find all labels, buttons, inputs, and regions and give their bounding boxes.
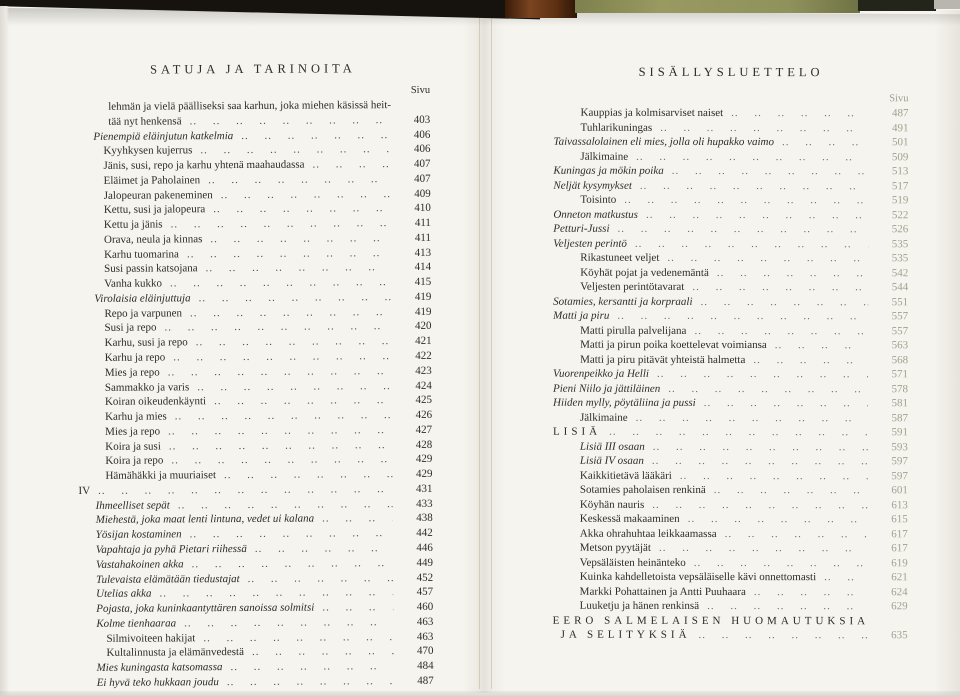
- dot-leader: [196, 334, 392, 350]
- dot-leader: [694, 323, 868, 338]
- toc-entry-title: Matti pirulla palvelijana: [580, 324, 687, 337]
- toc-entry-title: Markki Pohattainen ja Antti Puuhaara: [579, 585, 746, 598]
- toc-row: [553, 483, 908, 498]
- toc-row: [553, 265, 908, 280]
- dot-leader: [175, 408, 392, 424]
- toc-entry-title: Neljät kysymykset: [553, 179, 632, 192]
- toc-row: [553, 207, 908, 222]
- toc-entry-title: Susi passin katsojana: [104, 262, 198, 276]
- toc-entry-page-number: 407: [413, 157, 431, 171]
- toc-entry-page-number: 513: [891, 165, 909, 178]
- dot-leader: [203, 630, 393, 646]
- toc-entry-title: Karhu ja repo: [104, 351, 166, 364]
- dot-leader: [824, 570, 868, 585]
- left-page-header: SATUJA JA TARINOITA: [150, 61, 356, 77]
- toc-entry-page-number: 551: [891, 295, 909, 308]
- toc-row: [553, 280, 908, 295]
- toc-entry-page-number: 426: [415, 408, 433, 422]
- toc-entry-page-number: 413: [414, 246, 432, 259]
- toc-entry-title: Matti ja piru pitävät yhteistä halmetta: [580, 353, 746, 366]
- page-bottom-edge-shading: [0, 691, 960, 697]
- toc-entry-page-number: 427: [415, 423, 433, 436]
- dot-leader: [731, 106, 868, 121]
- toc-row: [553, 628, 908, 643]
- dot-leader: [636, 410, 868, 425]
- toc-entry-page-number: 457: [416, 586, 434, 599]
- toc-entry-title: lehmän ja vielä päälliseksi saa karhun, joka miehen käsissä heit-: [108, 99, 392, 113]
- toc-entry-page-number: 617: [891, 542, 908, 555]
- toc-entry-page-number: 578: [891, 382, 909, 395]
- toc-entry-title: Ei hyvä teko hukkaan joudu: [96, 676, 219, 689]
- toc-entry-title: Karhu ja mies: [105, 410, 167, 423]
- toc-entry-page-number: 470: [416, 645, 434, 658]
- toc-entry-page-number: 452: [416, 571, 434, 584]
- dot-leader: [255, 541, 393, 557]
- toc-entry-page-number: 597: [891, 469, 908, 482]
- toc-entry-title: Luuketju ja hänen renkinsä: [579, 599, 700, 612]
- toc-entry-title: Vepsäläisten heinänteko: [579, 556, 686, 569]
- toc-entry-page-number: 601: [891, 484, 908, 497]
- dot-leader: [624, 193, 868, 208]
- toc-entry-page-number: 544: [891, 281, 909, 294]
- dot-leader: [672, 164, 869, 179]
- dot-leader: [210, 231, 391, 247]
- dot-leader: [659, 541, 868, 556]
- toc-entry-title: Eläimet ja Paholainen: [103, 174, 201, 187]
- toc-row: [553, 396, 908, 411]
- dot-leader: [164, 320, 391, 336]
- toc-entry-title: Koiran oikeudenkäynti: [104, 395, 207, 409]
- toc-entry-title: Keskessä makaaminen: [579, 512, 680, 525]
- dot-leader: [782, 135, 869, 150]
- toc-entry-title: Sammakko ja varis: [104, 380, 190, 394]
- dot-leader: [171, 216, 391, 232]
- toc-row: [554, 106, 909, 121]
- toc-row: [553, 338, 908, 353]
- dot-leader: [170, 275, 391, 291]
- dot-leader: [241, 128, 390, 144]
- toc-entry-title: Sotamies paholaisen renkinä: [579, 483, 706, 496]
- toc-entry-title: Vuorenpeikko ja Helli: [553, 367, 649, 380]
- toc-right: [553, 106, 909, 643]
- toc-entry-page-number: 487: [892, 107, 909, 120]
- dot-leader: [694, 555, 868, 570]
- dot-leader: [190, 113, 391, 129]
- toc-entry-page-number: 535: [891, 252, 909, 265]
- dot-leader: [200, 142, 390, 158]
- toc-entry-title: Kettu, susi ja jalopeura: [103, 203, 206, 217]
- toc-entry-title: Vapahtaja ja pyhä Pietari riihessä: [95, 542, 247, 556]
- dot-leader: [657, 367, 868, 382]
- toc-entry-title: Karhu, susi ja repo: [104, 336, 188, 350]
- dot-leader: [322, 512, 393, 527]
- toc-entry-page-number: 613: [891, 498, 908, 511]
- dot-leader: [187, 246, 391, 262]
- toc-entry-title: Yösijan kostaminen: [95, 528, 182, 542]
- dot-leader: [312, 157, 390, 172]
- toc-entry-title: Karhu tuomarina: [104, 248, 179, 261]
- dot-leader: [668, 381, 868, 396]
- toc-entry-page-number: 463: [416, 630, 434, 643]
- dot-leader: [714, 483, 868, 498]
- toc-entry-title: Kauppias ja kolmisarviset naiset: [580, 106, 724, 119]
- toc-row: [553, 222, 908, 237]
- dot-leader: [224, 467, 393, 483]
- toc-entry-title: Kultalinnusta ja elämänvedestä: [106, 646, 244, 660]
- toc-row: [80, 674, 434, 691]
- toc-entry-title: Kolme tienhaaraa: [96, 617, 177, 630]
- toc-entry-title: Köyhät pojat ja vedenemäntä: [580, 266, 709, 279]
- toc-entry-page-number: 629: [891, 600, 908, 613]
- toc-entry-title: Kyyhkysen kujerrus: [103, 144, 193, 158]
- dot-leader: [168, 364, 392, 380]
- dot-leader: [169, 438, 392, 454]
- dot-leader: [646, 207, 868, 222]
- toc-entry-page-number: 442: [416, 527, 433, 540]
- book-gutter: [462, 16, 506, 693]
- toc-entry-title: Silmivoiteen hakijat: [106, 631, 196, 645]
- toc-entry-title: Miehestä, joka maat lenti lintuna, vedet ui kalana: [95, 512, 315, 527]
- toc-entry-page-number: 411: [414, 216, 431, 230]
- toc-entry-title: Utelias akka: [96, 587, 152, 601]
- dot-leader: [213, 201, 391, 217]
- toc-entry-page-number: 484: [417, 659, 434, 673]
- toc-entry-title: Veljesten perintötavarat: [580, 280, 685, 293]
- toc-row: [553, 135, 908, 150]
- toc-entry-title: Veljesten perintö: [553, 237, 627, 250]
- dot-leader: [227, 674, 394, 690]
- dot-leader: [190, 526, 393, 542]
- toc-entry-page-number: 407: [414, 172, 431, 185]
- toc-entry-title: Koira ja repo: [105, 454, 164, 468]
- toc-entry-page-number: 517: [891, 179, 909, 192]
- toc-entry-page-number: 411: [414, 231, 432, 244]
- toc-row: [553, 526, 908, 541]
- toc-row: [553, 381, 908, 396]
- toc-entry-page-number: 487: [417, 674, 434, 687]
- gutter-crease-line: [479, 16, 480, 689]
- toc-row: [553, 599, 908, 614]
- dot-leader: [753, 353, 868, 368]
- dot-leader: [171, 452, 392, 468]
- dot-leader: [692, 280, 868, 295]
- toc-entry-page-number: 621: [891, 571, 908, 584]
- toc-entry-title: Petturi-Jussi: [553, 222, 610, 235]
- toc-entry-title: LISIÄ: [552, 425, 602, 438]
- toc-entry-page-number: 542: [891, 266, 909, 279]
- toc-entry-page-number: 410: [414, 202, 431, 215]
- toc-entry-title: Hämähäkki ja muuriaiset: [105, 469, 217, 482]
- dot-leader: [192, 556, 393, 572]
- page-right-edge-shading: [934, 10, 960, 697]
- left-page: [8, 10, 476, 697]
- toc-entry-title: IV: [78, 484, 91, 497]
- toc-entry-title: Pieni Niilo ja jättiläinen: [553, 382, 661, 395]
- toc-entry-page-number: 438: [416, 512, 433, 525]
- dot-leader: [660, 120, 868, 135]
- toc-entry-title: Jälkimaine: [580, 150, 629, 163]
- toc-entry-title: EERO SALMELAISEN HUOMAUTUKSIA: [552, 614, 870, 627]
- dot-leader: [754, 585, 868, 600]
- gutter-crease-line: [491, 16, 492, 689]
- toc-entry-page-number: 501: [891, 136, 909, 149]
- dot-leader: [252, 644, 394, 660]
- toc-entry-page-number: 415: [414, 276, 432, 289]
- toc-entry-title: Rikastuneet veljet: [580, 251, 660, 264]
- toc-entry-page-number: 535: [891, 237, 909, 250]
- toc-entry-title: Köyhän nauris: [579, 498, 645, 511]
- toc-entry-title: Pienempiä eläinjutun katkelmia: [93, 129, 234, 143]
- toc-entry-page-number: 419: [414, 305, 432, 318]
- toc-entry-page-number: 406: [413, 143, 431, 156]
- toc-row: [553, 323, 908, 338]
- toc-entry-title: Akka ohrahuhtaa leikkaamassa: [579, 527, 717, 540]
- dot-leader: [248, 571, 393, 587]
- toc-left: [76, 98, 434, 691]
- toc-entry-title: Tuhlarikuningas: [580, 121, 653, 134]
- dot-leader: [230, 659, 393, 675]
- toc-row: [553, 236, 908, 251]
- dot-leader: [680, 468, 868, 483]
- toc-entry-page-number: 460: [416, 600, 434, 613]
- toc-entry-page-number: 403: [413, 113, 431, 126]
- toc-entry-page-number: 624: [891, 585, 908, 598]
- toc-entry-page-number: 420: [414, 320, 432, 333]
- toc-entry-page-number: 428: [415, 438, 433, 451]
- dot-leader: [636, 149, 868, 164]
- toc-row: [553, 164, 908, 179]
- dot-leader: [699, 628, 868, 643]
- background-light-corner: [934, 0, 960, 9]
- toc-row: [553, 193, 908, 208]
- toc-entry-page-number: 519: [891, 194, 909, 207]
- toc-entry-title: Mies kuningasta katsomassa: [96, 661, 223, 674]
- toc-entry-page-number: 463: [416, 615, 434, 628]
- toc-entry-title: Mies ja repo: [105, 425, 161, 438]
- toc-entry-title: Jälkimaine: [579, 411, 628, 424]
- toc-entry-title: Vastahakoinen akka: [95, 558, 184, 571]
- toc-entry-page-number: 425: [415, 394, 433, 407]
- toc-entry-title: Orava, neula ja kinnas: [103, 233, 203, 246]
- toc-entry-title: Hiiden mylly, pöytäliina ja pussi: [552, 396, 696, 409]
- toc-entry-page-number: 433: [416, 497, 433, 510]
- toc-entry-page-number: 424: [415, 379, 432, 392]
- toc-entry-title: Ihmeelliset sepät: [95, 499, 170, 512]
- toc-entry-page-number: 423: [415, 364, 432, 377]
- dot-leader: [775, 338, 868, 353]
- toc-entry-page-number: 615: [891, 513, 908, 526]
- toc-entry-title: Susi ja repo: [104, 322, 157, 335]
- dot-leader: [635, 236, 868, 251]
- toc-entry-title: Metson pyytäjät: [579, 541, 651, 554]
- toc-entry-title: Jänis, susi, repo ja karhu yhtenä maahaudassa: [103, 158, 305, 172]
- toc-entry-page-number: 446: [416, 541, 433, 554]
- toc-entry-title: JA SELITYKSIÄ: [560, 628, 691, 641]
- toc-entry-page-number: 581: [891, 397, 909, 410]
- toc-entry-title: Matti ja piru: [553, 309, 610, 322]
- dot-leader: [173, 349, 392, 365]
- dot-leader: [701, 294, 869, 309]
- toc-row: [553, 468, 908, 483]
- dot-leader: [206, 261, 392, 277]
- toc-entry-title: Tulevaista elämätään tiedustajat: [96, 572, 240, 586]
- page-left-edge-shading: [0, 6, 9, 697]
- toc-entry-page-number: 619: [891, 556, 908, 569]
- toc-entry-page-number: 431: [415, 482, 433, 495]
- toc-row: [553, 149, 908, 164]
- dot-leader: [214, 393, 392, 409]
- toc-entry-title: Kuinka kahdelletoista vepsäläiselle kävi onnettomasti: [579, 570, 817, 584]
- toc-row: [553, 570, 908, 585]
- toc-entry-title: Onneton matkustus: [553, 208, 638, 221]
- toc-row: [553, 352, 908, 367]
- dot-leader: [653, 439, 868, 454]
- toc-row: [553, 613, 908, 628]
- toc-row: [553, 251, 908, 266]
- right-page: [496, 10, 960, 697]
- toc-entry-page-number: 509: [891, 150, 909, 163]
- right-page-header: SISÄLLYSLUETTELO: [638, 64, 824, 80]
- toc-entry-page-number: 419: [414, 290, 432, 303]
- toc-entry-page-number: 571: [891, 368, 909, 381]
- toc-entry-page-number: 422: [415, 349, 432, 362]
- dot-leader: [168, 423, 392, 439]
- toc-entry-page-number: 597: [891, 455, 908, 468]
- toc-entry-title: Lisiä IV osaan: [579, 454, 644, 467]
- toc-entry-page-number: 591: [891, 426, 908, 439]
- dot-leader: [707, 599, 868, 614]
- toc-entry-title: Taivassalolainen eli mies, jolla oli hupakko vaimo: [553, 135, 774, 149]
- toc-entry-title: Koira ja susi: [105, 440, 161, 453]
- toc-entry-page-number: 491: [891, 121, 909, 134]
- toc-entry-page-number: 617: [891, 527, 908, 540]
- toc-entry-title: Vanha kukko: [104, 277, 163, 291]
- toc-entry-page-number: 593: [891, 440, 908, 453]
- toc-row: [553, 555, 908, 570]
- dot-leader: [618, 222, 869, 237]
- toc-entry-page-number: 449: [416, 556, 433, 569]
- dot-leader: [617, 309, 868, 324]
- toc-entry-title: Kuningas ja mökin poika: [553, 164, 664, 177]
- toc-entry-page-number: 587: [891, 411, 908, 424]
- toc-entry-page-number: 421: [415, 335, 432, 348]
- toc-row: [553, 367, 908, 382]
- dot-leader: [221, 187, 391, 203]
- toc-entry-page-number: 409: [414, 187, 431, 200]
- dot-leader: [667, 251, 868, 266]
- toc-row: [553, 178, 908, 193]
- toc-entry-page-number: 406: [413, 128, 431, 141]
- dot-leader: [190, 305, 391, 321]
- toc-entry-page-number: 429: [415, 467, 433, 481]
- toc-entry-page-number: 635: [891, 629, 908, 642]
- toc-entry-page-number: 568: [891, 353, 909, 366]
- dot-leader: [704, 396, 868, 411]
- toc-entry-page-number: 414: [414, 261, 432, 274]
- toc-row: [553, 497, 908, 512]
- toc-row: [553, 410, 908, 425]
- toc-entry-page-number: 526: [891, 223, 909, 236]
- toc-entry-title: Virolaisia eläinjuttuja: [94, 292, 191, 305]
- toc-entry-title: Mies ja repo: [104, 366, 160, 379]
- toc-row: [553, 309, 908, 324]
- dot-leader: [178, 497, 393, 513]
- toc-entry-title: Pojasta, joka kuninkaantyttären sanoissa solmitsi: [96, 601, 315, 615]
- dot-leader: [640, 178, 869, 193]
- toc-row: [553, 120, 908, 135]
- dot-leader: [725, 526, 868, 541]
- toc-row: [553, 584, 908, 599]
- toc-entry-title: Kettu ja jänis: [103, 218, 163, 231]
- toc-row: [553, 425, 908, 440]
- toc-entry-title: Matti ja pirun poika koettelevat voimiansa: [580, 338, 767, 352]
- dot-leader: [652, 497, 868, 512]
- toc-row: [553, 454, 908, 469]
- toc-entry-page-number: 522: [891, 208, 909, 221]
- toc-row: [553, 512, 908, 527]
- dot-leader: [199, 290, 392, 306]
- toc-row: [553, 541, 908, 556]
- toc-entry-page-number: 429: [415, 453, 433, 466]
- dot-leader: [159, 585, 393, 601]
- dot-leader: [652, 454, 868, 469]
- dot-leader: [197, 379, 392, 395]
- toc-row: [553, 439, 908, 454]
- dot-leader: [322, 600, 393, 615]
- dot-leader: [208, 172, 391, 188]
- toc-entry-title: Lisiä III osaan: [579, 440, 645, 453]
- toc-entry-title: Sotamies, kersantti ja korpraali: [553, 295, 693, 308]
- dot-leader: [717, 265, 868, 280]
- toc-row: [553, 294, 908, 309]
- toc-entry-title: Repo ja varpunen: [104, 307, 183, 320]
- toc-entry-title: Toisinto: [580, 193, 617, 206]
- left-sivu-label: Sivu: [410, 84, 431, 96]
- right-sivu-label: Sivu: [889, 93, 909, 105]
- toc-entry-page-number: 563: [891, 339, 909, 352]
- toc-entry-title: tää nyt henkensä: [108, 115, 182, 128]
- dot-leader: [184, 615, 393, 631]
- toc-entry-page-number: 557: [891, 310, 909, 323]
- toc-entry-page-number: 557: [891, 324, 909, 337]
- toc-entry-title: Jalopeuran pakeneminen: [103, 188, 213, 202]
- toc-entry-title: Kaikkitietävä lääkäri: [579, 469, 672, 482]
- dot-leader: [688, 512, 868, 527]
- dot-leader: [609, 425, 868, 440]
